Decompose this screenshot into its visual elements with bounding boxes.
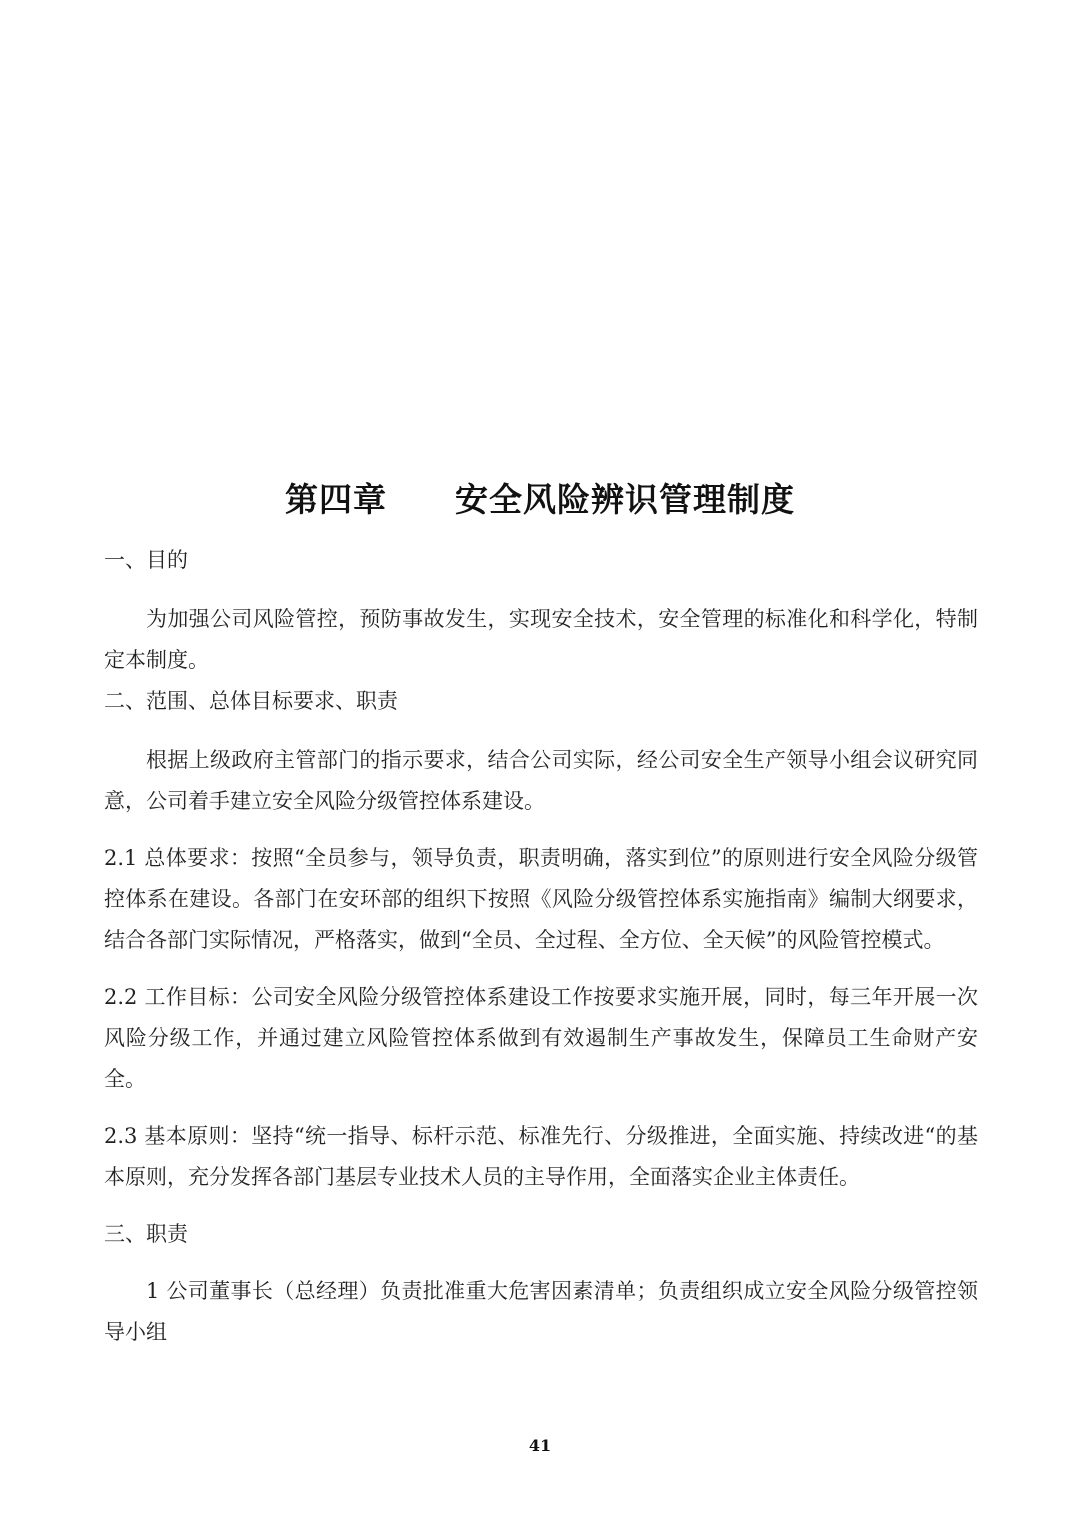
section-heading-duties: 三、职责 <box>104 1222 188 1246</box>
section-heading-scope: 二、范围、总体目标要求、职责 <box>104 689 398 713</box>
item-work-objectives: 2.2 工作目标：公司安全风险分级管控体系建设工作按要求实施开展，同时，每三年开展一次风险分级工作，并通过建立风险管控体系做到有效遏制生产事故发生，保障员工生命财产安全。 <box>104 985 978 1091</box>
section-paragraph-duties: 1 公司董事长（总经理）负责批准重大危害因素清单；负责组织成立安全风险分级管控领导小组 <box>104 1279 978 1344</box>
page-number: 41 <box>528 1436 552 1455</box>
section-paragraph-scope: 根据上级政府主管部门的指示要求，结合公司实际，经公司安全生产领导小组会议研究同意，公司着手建立安全风险分级管控体系建设。 <box>104 748 978 813</box>
section-heading-purpose: 一、目的 <box>104 548 188 572</box>
page-title: 第四章 安全风险辨识管理制度 <box>285 480 795 519</box>
document-body <box>104 540 978 1353</box>
item-general-requirements: 2.1 总体要求：按照“全员参与，领导负责，职责明确，落实到位”的原则进行安全风险分级管控体系在建设。各部门在安环部的组织下按照《风险分级管控体系实施指南》编制大纲要求，结合各部门实际情况，严格落实，做到“全员、全过程、全方位、全天候”的风险管控模式。 <box>104 846 978 952</box>
section-paragraph-purpose: 为加强公司风险管控，预防事故发生，实现安全技术，安全管理的标准化和科学化，特制定本制度。 <box>104 607 978 672</box>
item-basic-principles: 2.3 基本原则：坚持“统一指导、标杆示范、标准先行、分级推进，全面实施、持续改进“的基本原则，充分发挥各部门基层专业技术人员的主导作用，全面落实企业主体责任。 <box>104 1124 978 1189</box>
